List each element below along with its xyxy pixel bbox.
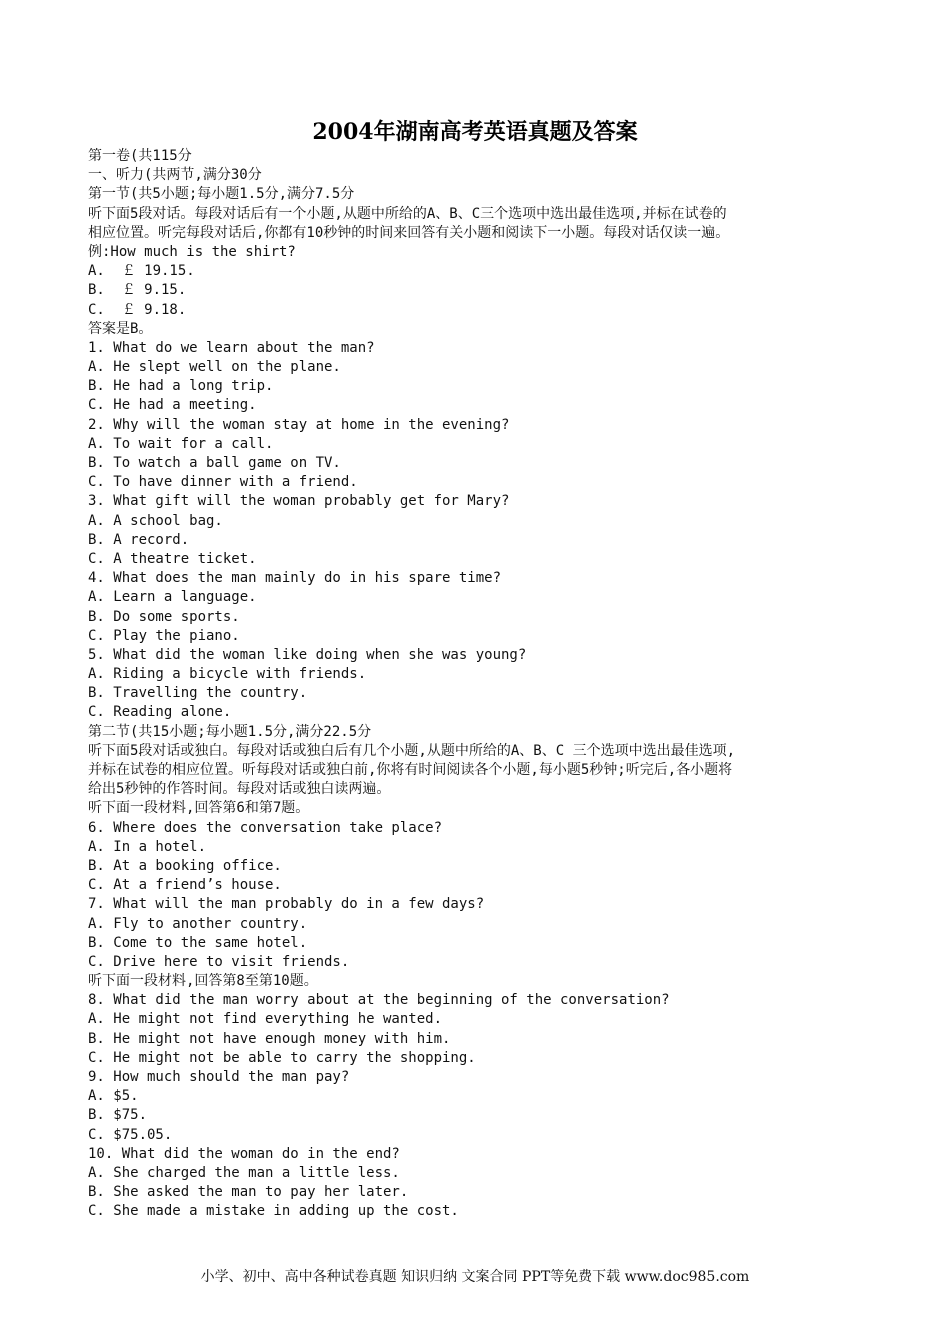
text-line: A. He might not find everything he wanted. xyxy=(88,1011,443,1028)
text-line: B. $75. xyxy=(88,1107,148,1124)
text-line: A. Learn a language. xyxy=(88,589,257,606)
text-line: B. He might not have enough money with him. xyxy=(88,1030,451,1047)
text-line: B. Do some sports. xyxy=(88,608,240,625)
text-line: B. ￡ 9.15. xyxy=(88,282,187,299)
text-line: B. At a booking office. xyxy=(88,857,282,874)
text-line: C. ￡ 9.18. xyxy=(88,301,187,318)
text-line: A. A school bag. xyxy=(88,512,223,529)
text-line: C. A theatre ticket. xyxy=(88,550,257,567)
text-line: A. Fly to another country. xyxy=(88,915,308,932)
text-line: 3. What gift will the woman probably get for Mary? xyxy=(88,493,510,510)
text-line: 4. What does the man mainly do in his spare time? xyxy=(88,570,502,587)
text-line: C. Reading alone. xyxy=(88,704,232,721)
text-line: 6. Where does the conversation take place? xyxy=(88,819,443,836)
text-line: 1. What do we learn about the man? xyxy=(88,339,375,356)
text-line: B. Travelling the country. xyxy=(88,685,308,702)
text-line: C. She made a mistake in adding up the cost. xyxy=(88,1203,459,1220)
text-line: C. He might not be able to carry the shopping. xyxy=(88,1049,476,1066)
text-line: 给出5秒钟的作答时间。每段对话或独白读两遍。 xyxy=(88,781,391,798)
text-line: 第一节(共5小题;每小题1.5分,满分7.5分 xyxy=(88,186,355,203)
text-line: C. At a friend’s house. xyxy=(88,877,282,894)
text-line: C. He had a meeting. xyxy=(88,397,257,414)
text-line: 8. What did the man worry about at the beginning of the conversation? xyxy=(88,992,670,1009)
text-line: A. ￡ 19.15. xyxy=(88,263,195,280)
text-line: 一、听力(共两节,满分30分 xyxy=(88,167,262,184)
text-line: B. She asked the man to pay her later. xyxy=(88,1184,409,1201)
text-line: B. A record. xyxy=(88,531,190,548)
text-line: A. $5. xyxy=(88,1088,139,1105)
text-line: 听下面一段材料,回答第6和第7题。 xyxy=(88,800,310,817)
text-line: A. To wait for a call. xyxy=(88,435,274,452)
text-line: 例:How much is the shirt? xyxy=(88,243,296,260)
text-line: A. She charged the man a little less. xyxy=(88,1164,400,1181)
text-line: 2. Why will the woman stay at home in the evening? xyxy=(88,416,510,433)
text-line: B. He had a long trip. xyxy=(88,378,274,395)
text-line: 5. What did the woman like doing when she was young? xyxy=(88,646,527,663)
document-body xyxy=(88,147,868,1222)
text-line: C. Drive here to visit friends. xyxy=(88,953,350,970)
text-line: 听下面一段材料,回答第8至第10题。 xyxy=(88,973,318,990)
text-line: B. Come to the same hotel. xyxy=(88,934,308,951)
text-line: 听下面5段对话或独白。每段对话或独白后有几个小题,从题中所给的A、B、C 三个选项中选出最佳选项, xyxy=(88,742,735,759)
text-line: 9. How much should the man pay? xyxy=(88,1069,350,1085)
text-line: A. In a hotel. xyxy=(88,838,207,855)
page-footer: 小学、初中、高中各种试卷真题 知识归纳 文案合同 PPT等免费下载 www.doc985.com xyxy=(200,1269,750,1285)
text-line: 相应位置。听完每段对话后,你都有10秒钟的时间来回答有关小题和阅读下一小题。每段对话仅读一遍。 xyxy=(88,224,730,241)
text-line: 第二节(共15小题;每小题1.5分,满分22.5分 xyxy=(88,723,372,740)
text-line: C. $75.05. xyxy=(88,1126,173,1143)
text-line: 并标在试卷的相应位置。听每段对话或独白前,你将有时间阅读各个小题,每小题5秒钟;听完后,各小题将 xyxy=(88,762,733,778)
text-line: A. He slept well on the plane. xyxy=(88,359,341,376)
text-line: 听下面5段对话。每段对话后有一个小题,从题中所给的A、B、C三个选项中选出最佳选项,并标在试卷的 xyxy=(88,205,727,222)
text-line: 7. What will the man probably do in a few days? xyxy=(88,896,485,913)
text-line: C. Play the piano. xyxy=(88,627,240,644)
text-line: 答案是B。 xyxy=(88,320,153,337)
text-line: B. To watch a ball game on TV. xyxy=(88,455,341,471)
text-line: 第一卷(共115分 xyxy=(88,148,192,164)
text-line: 10. What did the woman do in the end? xyxy=(88,1145,400,1162)
text-line: A. Riding a bicycle with friends. xyxy=(88,666,367,683)
text-line: C. To have dinner with a friend. xyxy=(88,474,358,491)
document-title: 2004年湖南高考英语真题及答案 xyxy=(312,119,638,145)
